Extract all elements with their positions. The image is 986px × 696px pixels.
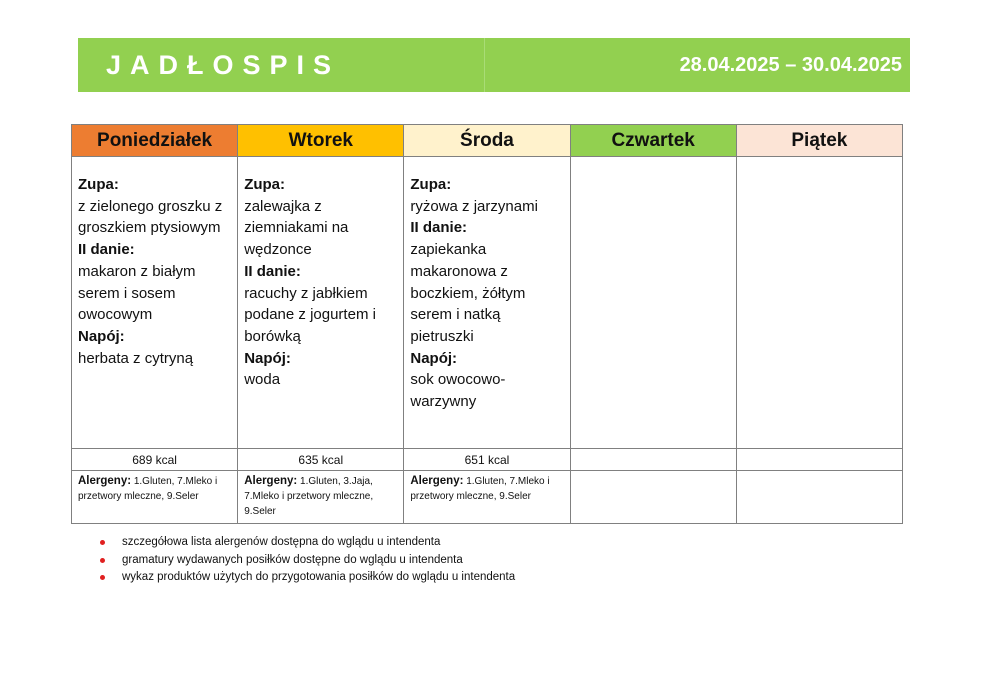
allergens-wednesday [404,471,570,524]
allergens-label: Alergeny: [78,475,132,487]
allergens-text: 1.Gluten, 3.Jaja, 7.Mleko i przetwory mleczne, 9.Seler [244,476,374,517]
main-label: II danie: [244,262,301,280]
note-item [100,534,515,552]
main-text: zapiekanka makaronowa z boczkiem, żółtym serem i natką pietruszki [410,241,526,345]
note-item [100,552,515,570]
allergens-tuesday [238,471,404,524]
note-item [100,569,515,587]
drink-label: Napój: [410,349,458,367]
main-label: II danie: [78,241,135,259]
bullet-icon [100,540,105,545]
meals-row [72,157,903,449]
meal-cell-thursday [570,157,736,449]
day-header-tuesday: Wtorek [238,125,404,157]
main-text: racuchy z jabłkiem podane z jogurtem i borówką [244,284,376,345]
main-label: II danie: [410,219,468,237]
meal-cell-monday [72,157,238,449]
kcal-monday: 689 kcal [72,449,238,471]
soup-label: Zupa: [244,176,286,193]
drink-label: Napój: [78,327,125,345]
allergens-label: Alergeny: [244,475,298,487]
allergens-friday [736,471,902,524]
note-text: wykaz produktów użytych do przygotowania posiłków do wglądu u intendenta [122,571,516,583]
page-title: JADŁOSPIS [106,49,341,80]
drink-text: woda [244,371,281,389]
soup-text: ryżowa z jarzynami [410,197,538,215]
meal-cell-friday [736,157,902,449]
soup-text: z zielonego groszku z groszkiem ptysiowym [78,197,223,237]
allergens-label: Alergeny: [410,475,464,487]
soup-label: Zupa: [410,176,452,193]
day-header-row [72,125,903,157]
day-header-monday: Poniedziałek [72,125,238,157]
allergens-row [72,471,903,524]
bullet-icon [100,558,105,563]
day-header-thursday: Czwartek [570,125,736,157]
drink-text: herbata z cytryną [78,349,194,367]
soup-label: Zupa: [78,176,119,193]
date-range: 28.04.2025 – 30.04.2025 [679,53,902,76]
notes-list [100,534,515,587]
kcal-tuesday: 635 kcal [238,449,404,471]
day-header-wednesday: Środa [404,125,570,157]
header-banner [78,38,910,92]
menu-table [71,124,903,524]
allergens-text: 1.Gluten, 7.Mleko i przetwory mleczne, 9.Seler [78,476,218,502]
bullet-icon [100,575,105,580]
meal-cell-tuesday [238,157,404,449]
kcal-wednesday: 651 kcal [404,449,570,471]
kcal-row [72,449,903,471]
note-text: gramatury wydawanych posiłków dostępne do wglądu u intendenta [122,553,463,566]
kcal-thursday [570,449,736,471]
allergens-monday [72,471,238,524]
drink-label: Napój: [244,349,291,367]
main-text: makaron z białym serem i sosem owocowym [78,262,196,324]
header-date-area [485,38,910,92]
allergens-text: 1.Gluten, 7.Mleko i przetwory mleczne, 9.Seler [410,476,550,502]
header-title-area [78,38,484,92]
soup-text: zalewajka z ziemniakami na wędzonce [244,197,349,259]
kcal-friday [736,449,902,471]
drink-text: sok owocowo-warzywny [410,371,506,411]
note-text: szczegółowa lista alergenów dostępna do wglądu u intendenta [122,536,441,548]
meal-cell-wednesday [404,157,570,449]
allergens-thursday [570,471,736,524]
day-header-friday: Piątek [736,125,902,157]
